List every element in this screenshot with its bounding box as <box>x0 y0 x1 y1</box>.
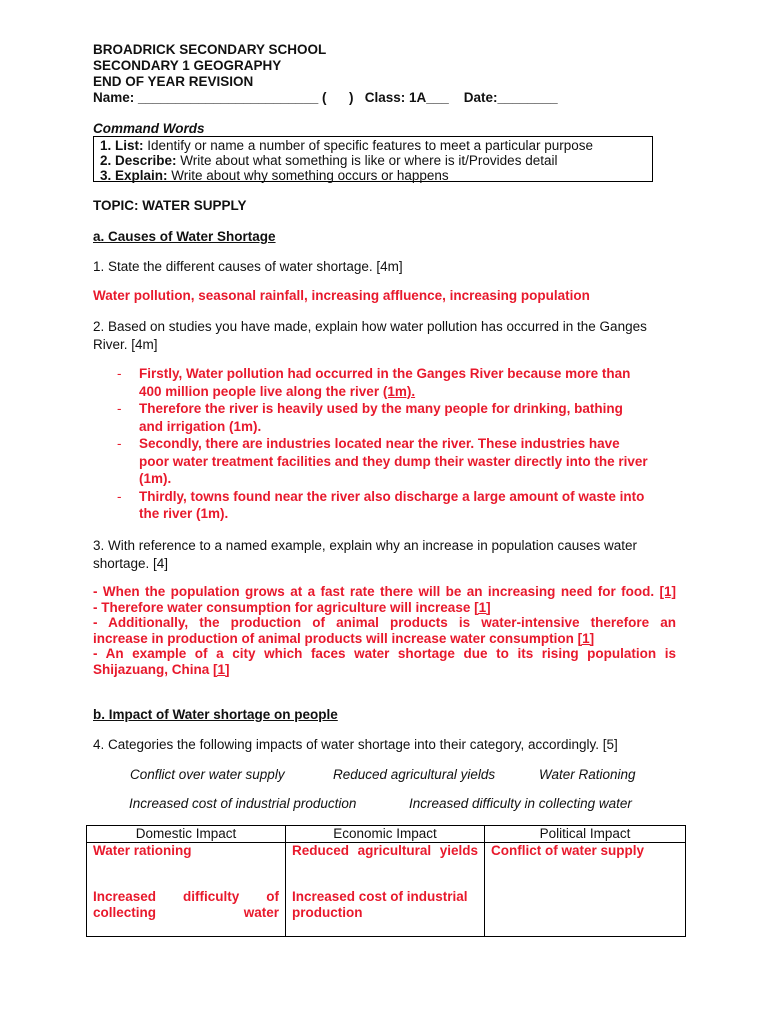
header-political: Political Impact <box>485 826 686 843</box>
header-domestic: Domestic Impact <box>87 826 286 843</box>
cell-domestic-1: Water rationing <box>87 843 286 889</box>
cell-economic-1-text: Reduced agricultural yields <box>292 843 478 858</box>
answer-3-line: - When the population grows at a fast rate there will be an increasing need for food. [1] <box>93 584 676 599</box>
topic-heading: TOPIC: WATER SUPPLY <box>93 198 247 213</box>
answer-2-list <box>93 365 683 523</box>
answer-3 <box>93 584 676 677</box>
answer-3-line: Shijazuang, China [1] <box>93 661 230 677</box>
answer-2-point: - Firstly, Water pollution had occurred in the Ganges River because more than 400 million people live along the river (1m). <box>117 366 631 399</box>
cell-political-2 <box>485 889 686 937</box>
school-name: BROADRICK SECONDARY SCHOOL <box>93 42 327 57</box>
subject-line: SECONDARY 1 GEOGRAPHY <box>93 58 282 73</box>
question-4: 4. Categories the following impacts of water shortage into their category, accordingly. [5] <box>93 737 618 752</box>
command-words-box <box>93 136 653 182</box>
answer-3-line: - Additionally, the production of animal products is water-intensive therefore an <box>93 615 676 630</box>
header-economic: Economic Impact <box>286 826 485 843</box>
cell-domestic-2-text: Increased difficulty of collecting water <box>93 888 279 920</box>
question-2: 2. Based on studies you have made, explain how water pollution has occurred in the Ganges River. [4m] <box>93 319 647 352</box>
cell-economic-2: Increased cost of industrial production <box>286 889 485 937</box>
option-collecting-difficulty: Increased difficulty in collecting water <box>409 796 632 811</box>
option-water-rationing: Water Rationing <box>539 767 636 782</box>
cell-domestic-2 <box>87 889 286 937</box>
answer-1: Water pollution, seasonal rainfall, increasing affluence, increasing population <box>93 288 590 303</box>
section-a-heading: a. Causes of Water Shortage <box>93 229 276 244</box>
answer-2-point: - Secondly, there are industries located near the river. These industries have poor water treatment facilities and they dump their waster directly into the river (1m). <box>117 436 648 486</box>
section-b-heading: b. Impact of Water shortage on people <box>93 707 338 722</box>
cell-economic-1 <box>286 843 485 889</box>
name-class-date-line: Name: ________________________ ( ) Class: 1A___ Date:________ <box>93 90 558 105</box>
option-conflict: Conflict over water supply <box>130 767 285 782</box>
exam-line: END OF YEAR REVISION <box>93 74 254 89</box>
command-words-title: Command Words <box>93 121 205 136</box>
command-word-explain: 3. Explain: Write about why something occurs or happens <box>100 168 449 183</box>
answer-3-line: - An example of a city which faces water shortage due to its rising population is <box>93 646 676 661</box>
option-industrial-cost: Increased cost of industrial production <box>129 796 357 811</box>
question-3: 3. With reference to a named example, explain why an increase in population causes water shortage. [4] <box>93 538 638 571</box>
answer-2-point: - Thirdly, towns found near the river also discharge a large amount of waste into the river (1m). <box>117 488 645 521</box>
answer-2-point: - Therefore the river is heavily used by the many people for drinking, bathing and irrigation (1m). <box>117 401 623 434</box>
impact-category-table <box>86 825 686 937</box>
command-word-describe: 2. Describe: Write about what something is like or where is it/Provides detail <box>100 153 558 168</box>
option-reduced-yields: Reduced agricultural yields <box>333 767 496 782</box>
answer-3-line: increase in production of animal products will increase water consumption [1] <box>93 630 595 646</box>
question-1: 1. State the different causes of water shortage. [4m] <box>93 259 403 274</box>
answer-3-line: - Therefore water consumption for agriculture will increase [1] <box>93 599 491 615</box>
cell-political-1: Conflict of water supply <box>485 843 686 889</box>
command-word-list: 1. List: Identify or name a number of specific features to meet a particular purpose <box>100 138 593 153</box>
document-header <box>93 42 558 106</box>
